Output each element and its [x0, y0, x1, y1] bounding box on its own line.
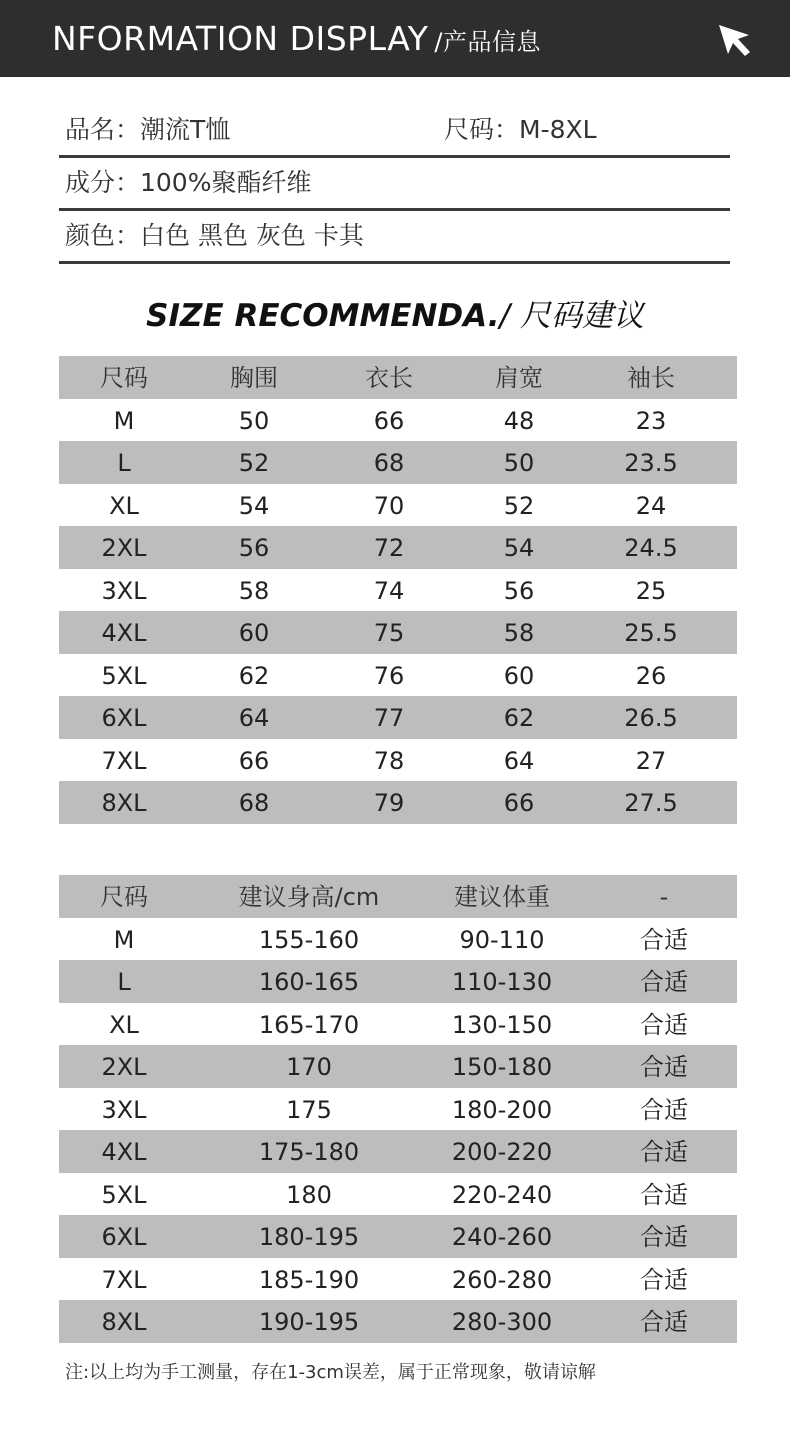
- size-table-cell: 78: [373, 746, 405, 775]
- header-bar: [0, 0, 790, 77]
- fit-table-row: [59, 1173, 737, 1216]
- fit-table-cell: 280-300: [451, 1308, 553, 1336]
- size-table-cell: 62: [238, 661, 270, 690]
- fit-table-row: [59, 1003, 737, 1046]
- fit-table-cell: 合适: [640, 968, 688, 996]
- fit-table-cell: 合适: [640, 1138, 688, 1166]
- fit-table-cell: 8XL: [101, 1308, 147, 1336]
- size-table-cell: 60: [238, 619, 270, 647]
- fit-table-row: [59, 1215, 737, 1258]
- size-recommendation-title: [0, 290, 790, 335]
- fit-table-cell: 190-195: [258, 1308, 360, 1336]
- fit-table: [59, 875, 737, 1343]
- size-table-cell: 64: [503, 746, 535, 775]
- size-table-cell: M: [113, 406, 135, 435]
- fit-table-cell: 175: [286, 1095, 332, 1124]
- fit-table-cell: 220-240: [451, 1180, 553, 1209]
- size-table-header-cell: 肩宽: [495, 364, 543, 392]
- fit-table-cell: 合适: [640, 1180, 688, 1209]
- fit-table-cell: 6XL: [101, 1223, 147, 1251]
- fit-table-header-cell: -: [659, 883, 669, 911]
- fit-table-cell: 200-220: [451, 1138, 553, 1166]
- header-title: [52, 0, 541, 77]
- size-table-header-cell: 衣长: [365, 364, 413, 392]
- info-row-material: [59, 158, 730, 211]
- size-table-cell: 68: [238, 789, 270, 817]
- fit-table-cell: 7XL: [101, 1265, 147, 1294]
- size-table-cell: 54: [503, 534, 535, 562]
- size-table-cell: 75: [373, 619, 405, 647]
- size-table-cell: 8XL: [101, 789, 147, 817]
- size-table-cell: 54: [238, 491, 270, 520]
- size-table-cell: 4XL: [101, 619, 147, 647]
- size-table-cell: 25: [635, 576, 667, 605]
- fit-table-header-cell: 建议身高/cm: [238, 883, 380, 911]
- size-table-cell: 2XL: [101, 534, 147, 562]
- fit-table-header-cell: 建议体重: [454, 883, 550, 911]
- fit-table-cell: L: [117, 968, 131, 996]
- size-table-cell: 62: [503, 704, 535, 732]
- fit-table-cell: 165-170: [258, 1010, 360, 1039]
- fit-table-row: [59, 1088, 737, 1131]
- fit-table-cell: 240-260: [451, 1223, 553, 1251]
- size-table-row: [59, 739, 737, 782]
- fit-table-cell: 合适: [640, 1223, 688, 1251]
- fit-table-row: [59, 1045, 737, 1088]
- size-table-cell: 79: [373, 789, 405, 817]
- fit-table-cell: 150-180: [451, 1053, 553, 1081]
- size-table: [59, 356, 737, 824]
- info-row-name: [59, 105, 730, 158]
- fit-table-cell: 160-165: [258, 968, 360, 996]
- size-table-cell: 50: [238, 406, 270, 435]
- fit-table-cell: 155-160: [258, 925, 360, 954]
- size-table-row: [59, 484, 737, 527]
- fit-table-cell: 170: [286, 1053, 332, 1081]
- size-table-cell: 26.5: [624, 704, 678, 732]
- fit-table-row: [59, 1300, 737, 1343]
- product-colors: 颜色：白色 黑色 灰色 卡其: [65, 221, 364, 250]
- size-table-cell: 5XL: [101, 661, 147, 690]
- size-table-cell: 58: [238, 576, 270, 605]
- size-table-cell: 74: [373, 576, 405, 605]
- fit-table-cell: 185-190: [258, 1265, 360, 1294]
- product-size-range: 尺码：M-8XL: [444, 115, 597, 144]
- size-table-cell: 56: [503, 576, 535, 605]
- size-table-cell: 7XL: [101, 746, 147, 775]
- size-table-cell: 70: [373, 491, 405, 520]
- info-row-colors: [59, 211, 730, 264]
- fit-table-cell: 合适: [640, 1010, 688, 1039]
- size-table-cell: XL: [109, 491, 139, 520]
- size-table-cell: 27: [635, 746, 667, 775]
- fit-table-cell: M: [113, 925, 135, 954]
- size-table-cell: 52: [238, 449, 270, 477]
- size-table-cell: 23.5: [624, 449, 678, 477]
- size-table-cell: 64: [238, 704, 270, 732]
- fit-table-cell: 4XL: [101, 1138, 147, 1166]
- size-table-header-cell: 尺码: [100, 364, 148, 392]
- size-table-row: [59, 654, 737, 697]
- fit-table-cell: 110-130: [451, 968, 553, 996]
- size-table-cell: 72: [373, 534, 405, 562]
- size-table-row: [59, 781, 737, 824]
- fit-table-header-row: [59, 875, 737, 918]
- fit-table-cell: 3XL: [101, 1095, 147, 1124]
- fit-table-cell: 2XL: [101, 1053, 147, 1081]
- size-table-row: [59, 611, 737, 654]
- size-table-cell: 24: [635, 491, 667, 520]
- cursor-arrow-icon: [716, 22, 754, 58]
- size-table-cell: 66: [503, 789, 535, 817]
- size-table-cell: 56: [238, 534, 270, 562]
- size-table-cell: 66: [373, 406, 405, 435]
- fit-table-cell: 合适: [640, 1308, 688, 1336]
- measurement-note: 注:以上均为手工测量，存在1-3cm误差，属于正常现象，敬请谅解: [65, 1362, 596, 1383]
- size-table-cell: 66: [238, 746, 270, 775]
- size-table-cell: 23: [635, 406, 667, 435]
- size-table-header-row: [59, 356, 737, 399]
- fit-table-header-cell: 尺码: [100, 883, 148, 911]
- size-table-cell: L: [117, 449, 131, 477]
- product-info: [59, 105, 730, 264]
- fit-table-row: [59, 1258, 737, 1301]
- header-title-en: NFORMATION DISPLAY: [52, 19, 429, 58]
- fit-table-row: [59, 1130, 737, 1173]
- size-table-cell: 25.5: [624, 619, 678, 647]
- size-table-row: [59, 399, 737, 442]
- size-table-cell: 68: [373, 449, 405, 477]
- product-material: 成分：100%聚酯纤维: [65, 168, 312, 197]
- size-table-cell: 24.5: [624, 534, 678, 562]
- fit-table-cell: 180-200: [451, 1095, 553, 1124]
- size-table-header-cell: 袖长: [627, 364, 675, 392]
- size-table-cell: 58: [503, 619, 535, 647]
- fit-table-cell: XL: [109, 1010, 139, 1039]
- fit-table-row: [59, 960, 737, 1003]
- fit-table-row: [59, 918, 737, 961]
- header-title-cn: /产品信息: [434, 28, 541, 56]
- fit-table-cell: 合适: [640, 1053, 688, 1081]
- size-table-row: [59, 441, 737, 484]
- fit-table-cell: 合适: [640, 925, 688, 954]
- size-table-cell: 3XL: [101, 576, 147, 605]
- size-title-en: SIZE RECOMMENDA.: [146, 298, 500, 334]
- fit-table-cell: 5XL: [101, 1180, 147, 1209]
- size-table-row: [59, 569, 737, 612]
- size-table-cell: 50: [503, 449, 535, 477]
- fit-table-cell: 260-280: [451, 1265, 553, 1294]
- size-table-cell: 76: [373, 661, 405, 690]
- product-name: 品名：潮流T恤: [65, 115, 231, 144]
- size-table-cell: 52: [503, 491, 535, 520]
- size-table-cell: 77: [373, 704, 405, 732]
- fit-table-cell: 180: [286, 1180, 332, 1209]
- size-table-header-cell: 胸围: [230, 364, 278, 392]
- size-table-cell: 27.5: [624, 789, 678, 817]
- fit-table-cell: 180-195: [258, 1223, 360, 1251]
- size-table-row: [59, 526, 737, 569]
- size-table-cell: 26: [635, 661, 667, 690]
- size-table-cell: 48: [503, 406, 535, 435]
- size-table-cell: 60: [503, 661, 535, 690]
- fit-table-cell: 175-180: [258, 1138, 360, 1166]
- size-table-row: [59, 696, 737, 739]
- size-table-cell: 6XL: [101, 704, 147, 732]
- size-title-cn: / 尺码建议: [499, 298, 644, 334]
- fit-table-cell: 90-110: [459, 925, 545, 954]
- fit-table-cell: 合适: [640, 1265, 688, 1294]
- fit-table-cell: 130-150: [451, 1010, 553, 1039]
- fit-table-cell: 合适: [640, 1095, 688, 1124]
